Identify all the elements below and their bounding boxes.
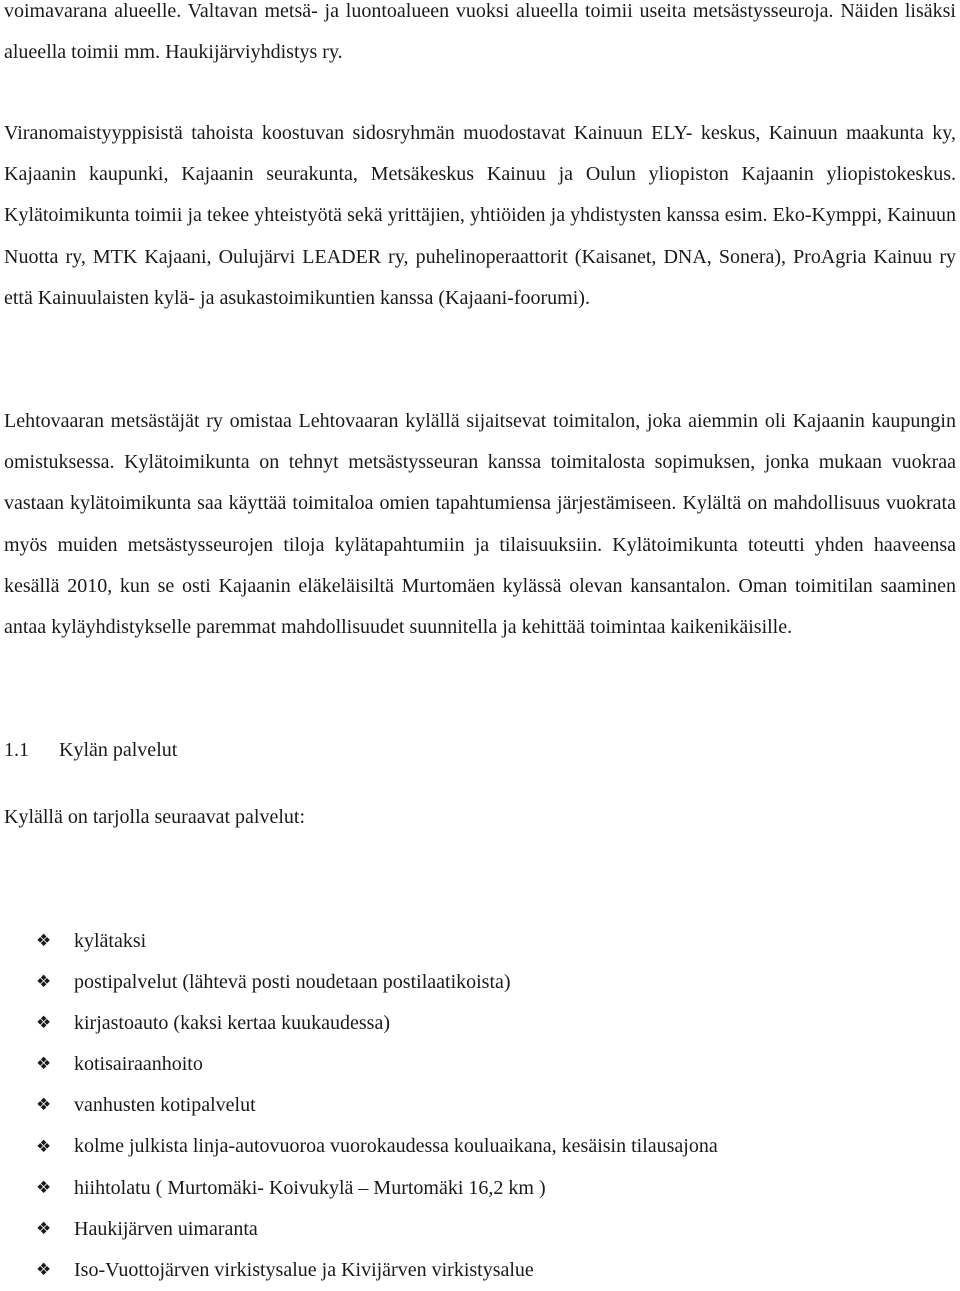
services-intro: Kylällä on tarjolla seuraavat palvelut: — [4, 806, 305, 828]
list-item: ❖ Haukijärven uimaranta — [36, 1217, 258, 1240]
diamond-star-bullet-icon: ❖ — [36, 972, 52, 993]
paragraph-facilities: Lehtovaaran metsästäjät ry omistaa Lehtovaaran kylällä sijaitsevat toimitalon, joka aiemmin oli Kajaanin kaupungin omistuksessa. Kylätoimikunta on tehnyt metsästysseuran kanssa toimitalosta sopimuksen, jonka mukaan vuokraa vastaan kylätoimikunta saa käyttää toimitaloa omien tapahtumiensa järjestämiseen. Kylältä on mahdollisuus vuokrata myös muiden metsästysseurojen tiloja kylätapahtumiin ja tilaisuuksiin. Kylätoimikunta toteutti yhden haaveensa kesällä 2010, kun se osti Kajaanin eläkeläisiltä Murtomäen kylässä olevan kansantalon. Oman toimitilan saaminen antaa kyläyhdistykselle paremmat mahdollisuudet suunnitella ja kehittää toimintaa kaikenikäisille. — [4, 410, 956, 639]
diamond-star-bullet-icon: ❖ — [36, 1177, 52, 1198]
section-title: Kylän palvelut — [59, 739, 178, 761]
diamond-star-bullet-icon: ❖ — [36, 1218, 52, 1239]
list-item: ❖ Iso-Vuottojärven virkistysalue ja Kivijärven virkistysalue — [36, 1258, 534, 1281]
diamond-star-bullet-icon: ❖ — [36, 1259, 52, 1280]
diamond-star-bullet-icon: ❖ — [36, 1054, 52, 1075]
list-item: ❖ vanhusten kotipalvelut — [36, 1094, 256, 1117]
list-item: ❖ kotisairaanhoito — [36, 1053, 203, 1076]
paragraph-associations: voimavarana alueelle. Valtavan metsä- ja luontoalueen vuoksi alueella toimii useita metsästysseuroja. Näiden lisäksi alueella toimii mm. Haukijärviyhdistys ry. — [4, 0, 956, 64]
services-list — [36, 921, 718, 1291]
paragraph-stakeholders: Viranomaistyyppisistä tahoista koostuvan sidosryhmän muodostavat Kainuun ELY- keskus, Kainuun maakunta ky, Kajaanin kaupunki, Kajaanin seurakunta, Metsäkeskus Kainuu ja Oulun yliopiston Kajaanin yliopistokeskus. Kylätoimikunta toimii ja tekee yhteistyötä sekä yrittäjien, yhtiöiden ja yhdistysten kanssa esim. Eko-Kymppi, Kainuun Nuotta ry, MTK Kajaani, Oulujärvi LEADER ry, puhelinoperaattorit (Kaisanet, DNA, Sonera), ProAgria Kainuu ry että Kainuulaisten kylä- ja asukastoimikuntien kanssa (Kajaani-foorumi). — [4, 122, 956, 309]
list-item: ❖ hiihtolatu ( Murtomäki- Koivukylä – Murtomäki 16,2 km ) — [36, 1176, 546, 1199]
diamond-star-bullet-icon: ❖ — [36, 931, 52, 952]
diamond-star-bullet-icon: ❖ — [36, 1095, 52, 1116]
section-number: 1.1 — [4, 739, 29, 761]
list-item: ❖ kirjastoauto (kaksi kertaa kuukaudessa) — [36, 1012, 391, 1035]
section-heading — [4, 730, 177, 771]
list-item: ❖ postipalvelut (lähtevä posti noudetaan postilaatikoista) — [36, 971, 511, 994]
diamond-star-bullet-icon: ❖ — [36, 1136, 52, 1157]
list-item: ❖ kolme julkista linja-autovuoroa vuorokaudessa kouluaikana, kesäisin tilausajona — [36, 1135, 718, 1158]
diamond-star-bullet-icon: ❖ — [36, 1013, 52, 1034]
list-item: ❖ kylätaksi — [36, 930, 147, 952]
